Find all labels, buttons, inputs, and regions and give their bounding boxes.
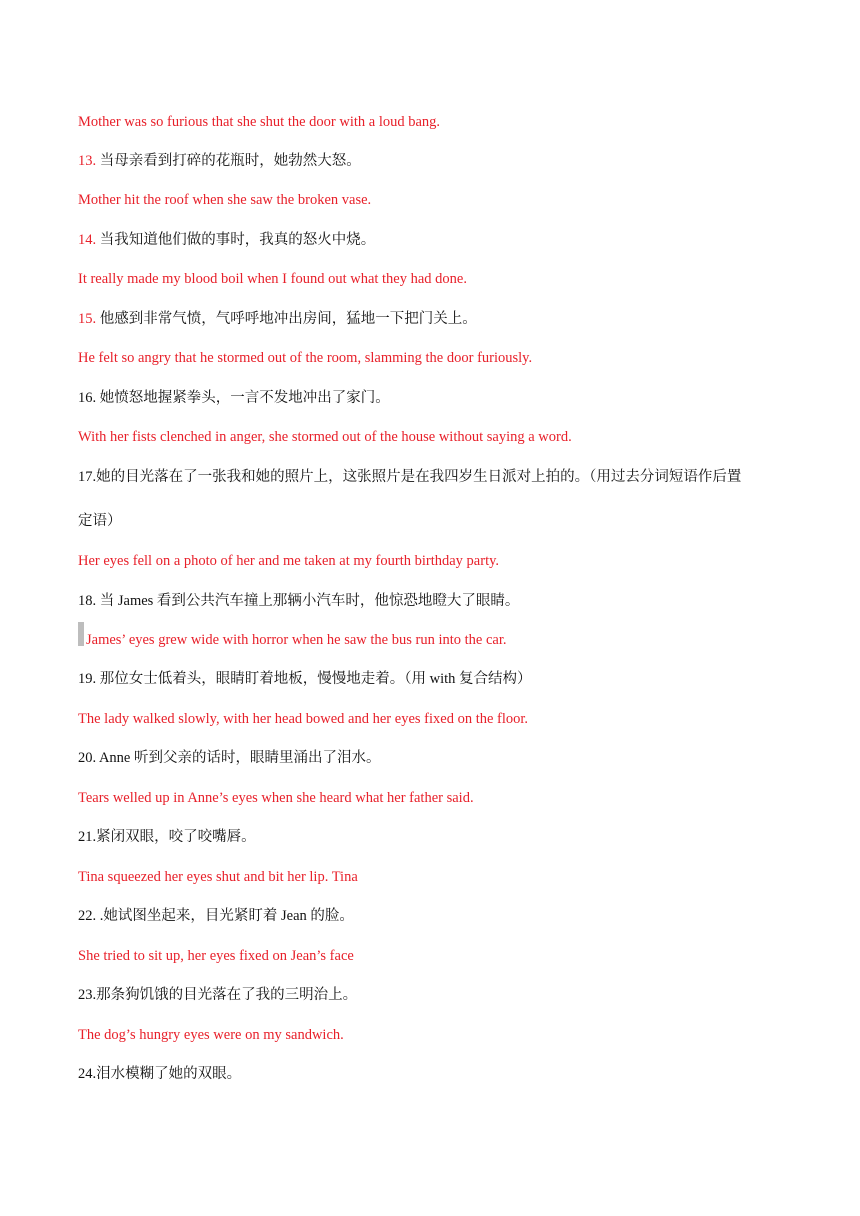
- question-line-16: 16. 她愤怒地握紧拳头，一言不发地冲出了家门。: [78, 390, 390, 406]
- answer-line: Tears welled up in Anne’s eyes when she heard what her father said.: [78, 790, 474, 806]
- answer-line: The lady walked slowly, with her head bowed and her eyes fixed on the floor.: [78, 711, 529, 727]
- answer-line: James’ eyes grew wide with horror when he saw the bus run into the car.: [86, 632, 507, 648]
- question-line-13: [78, 151, 820, 171]
- question-line-14: [78, 230, 820, 250]
- question-number: 15.: [78, 311, 97, 327]
- answer-line: Mother hit the roof when she saw the broken vase.: [78, 192, 372, 208]
- answer-line: Mother was so furious that she shut the door with a loud bang.: [78, 114, 441, 130]
- answer-line: Tina squeezed her eyes shut and bit her lip. Tina: [78, 869, 358, 885]
- question-line-15: [78, 309, 820, 329]
- question-line-18: 18. 当 James 看到公共汽车撞上那辆小汽车时，他惊恐地瞪大了眼睛。: [78, 593, 520, 609]
- question-number: 13.: [78, 153, 97, 169]
- question-line-21: 21.紧闭双眼，咬了咬嘴唇。: [78, 829, 256, 845]
- question-line-19: 19. 那位女士低着头，眼睛盯着地板，慢慢地走着。（用 with 复合结构）: [78, 671, 532, 687]
- question-line-20: 20. Anne 听到父亲的话时，眼睛里涌出了泪水。: [78, 750, 381, 766]
- question-line-17: 17.她的目光落在了一张我和她的照片上，这张照片是在我四岁生日派对上拍的。（用过去分词短语作后置: [78, 469, 742, 485]
- question-line-22: 22. .她试图坐起来，目光紧盯着 Jean 的脸。: [78, 908, 354, 924]
- question-text: 当我知道他们做的事时，我真的怒火中烧。: [96, 232, 376, 248]
- question-text: 他感到非常气愤，气呼呼地冲出房间，猛地一下把门关上。: [96, 311, 477, 327]
- answer-line: She tried to sit up, her eyes fixed on Jean’s face: [78, 948, 354, 964]
- question-text: 当母亲看到打碎的花瓶时，她勃然大怒。: [96, 153, 361, 169]
- answer-line: The dog’s hungry eyes were on my sandwich.: [78, 1027, 344, 1043]
- selection-marker: [78, 622, 84, 646]
- question-number: 14.: [78, 232, 97, 248]
- question-line-17-cont: 定语）: [78, 513, 122, 529]
- answer-line: Her eyes fell on a photo of her and me taken at my fourth birthday party.: [78, 553, 500, 569]
- answer-line: He felt so angry that he stormed out of the room, slamming the door furiously.: [78, 350, 533, 366]
- question-line-24: 24.泪水模糊了她的双眼。: [78, 1066, 242, 1082]
- answer-line: With her fists clenched in anger, she stormed out of the house without saying a word.: [78, 429, 572, 445]
- question-line-23: 23.那条狗饥饿的目光落在了我的三明治上。: [78, 987, 358, 1003]
- answer-line: It really made my blood boil when I found out what they had done.: [78, 271, 467, 287]
